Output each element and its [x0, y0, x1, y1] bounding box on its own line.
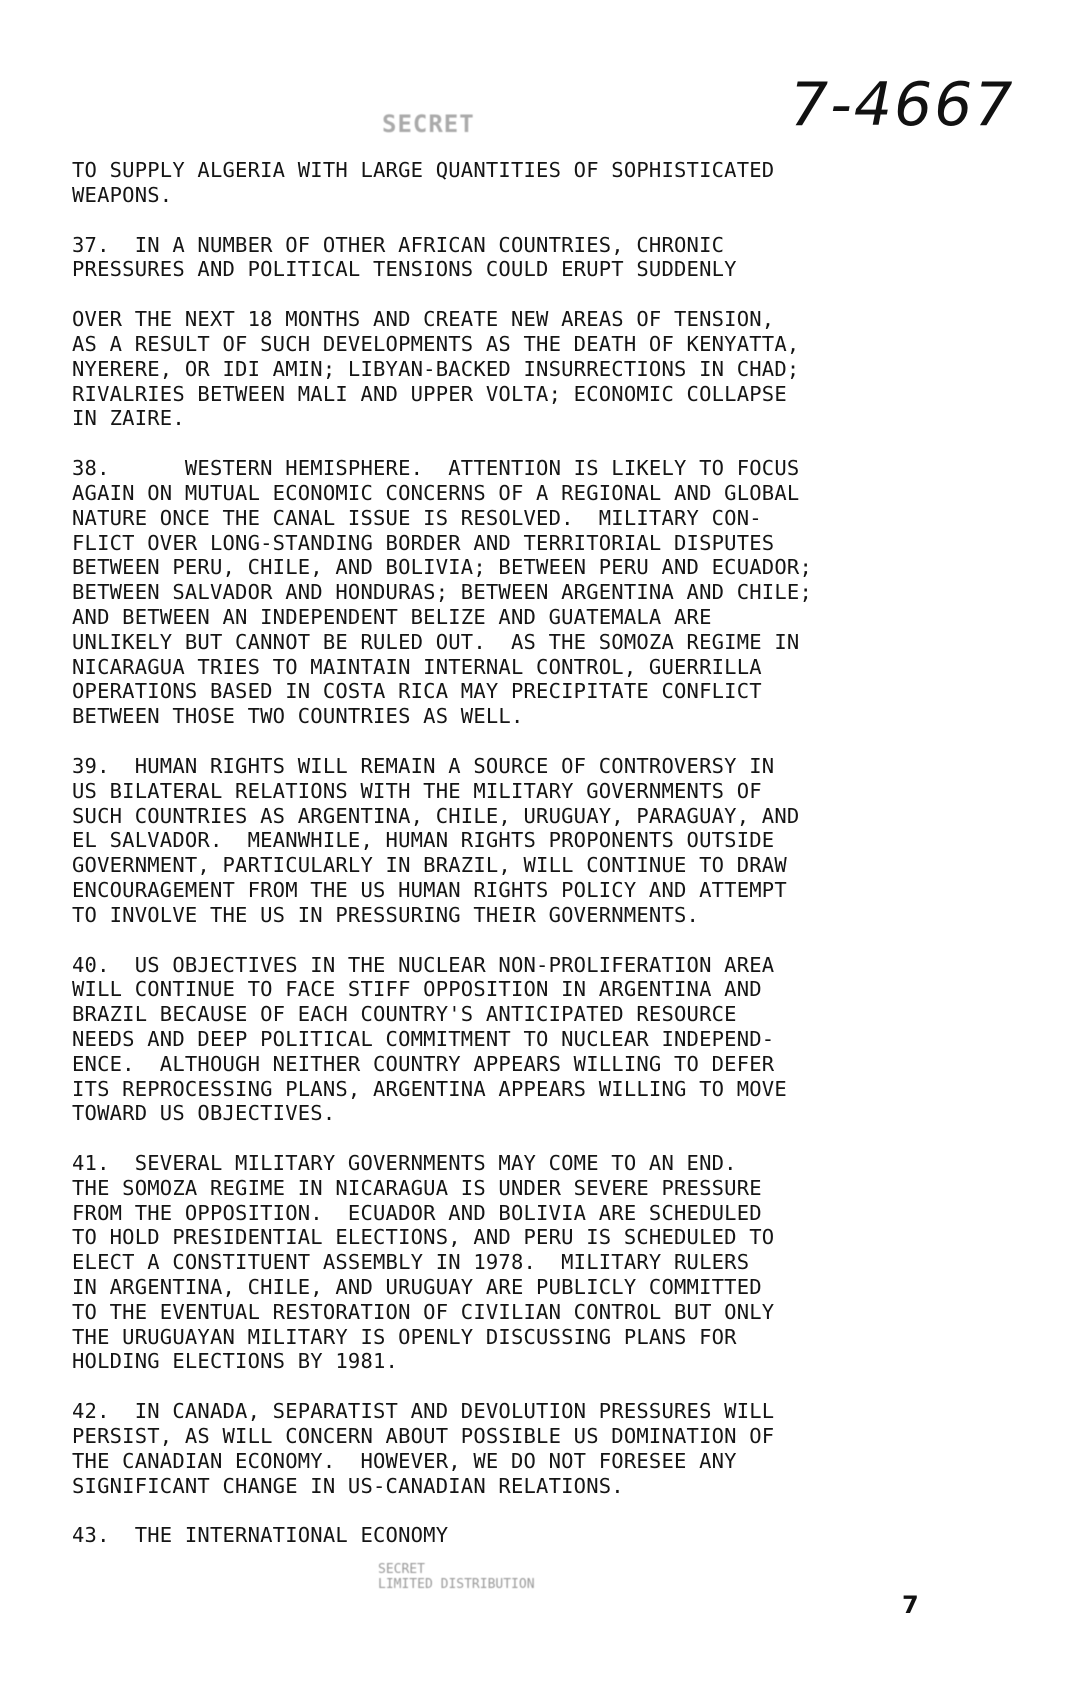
stamp-line: LIMITED DISTRIBUTION: [378, 1577, 535, 1592]
text-line: OVER THE NEXT 18 MONTHS AND CREATE NEW AREAS OF TENSION,: [72, 307, 775, 332]
text-line: 42. IN CANADA, SEPARATIST AND DEVOLUTION PRESSURES WILL: [72, 1399, 775, 1424]
paragraph: [72, 754, 972, 928]
text-line: WILL CONTINUE TO FACE STIFF OPPOSITION IN ARGENTINA AND: [72, 977, 762, 1002]
text-line: BETWEEN SALVADOR AND HONDURAS; BETWEEN ARGENTINA AND CHILE;: [72, 580, 812, 605]
text-line: UNLIKELY BUT CANNOT BE RULED OUT. AS THE SOMOZA REGIME IN: [72, 629, 800, 654]
paragraph: [72, 1151, 972, 1374]
paragraph: [72, 953, 972, 1127]
text-line: TO HOLD PRESIDENTIAL ELECTIONS, AND PERU IS SCHEDULED TO: [72, 1225, 775, 1250]
text-line: US BILATERAL RELATIONS WITH THE MILITARY GOVERNMENTS OF: [72, 778, 762, 803]
text-line: NICARAGUA TRIES TO MAINTAIN INTERNAL CONTROL, GUERRILLA: [72, 654, 762, 679]
text-line: AND BETWEEN AN INDEPENDENT BELIZE AND GUATEMALA ARE: [72, 604, 712, 629]
handwritten-document-number: 7-4667: [790, 70, 1015, 140]
text-line: PERSIST, AS WILL CONCERN ABOUT POSSIBLE US DOMINATION OF: [72, 1424, 775, 1449]
text-line: 43. THE INTERNATIONAL ECONOMY: [72, 1523, 449, 1548]
text-line: ENCOURAGEMENT FROM THE US HUMAN RIGHTS POLICY AND ATTEMPT: [72, 877, 787, 902]
text-line: EL SALVADOR. MEANWHILE, HUMAN RIGHTS PROPONENTS OUTSIDE: [72, 828, 775, 853]
text-line: PRESSURES AND POLITICAL TENSIONS COULD ERUPT SUDDENLY: [72, 257, 737, 282]
text-line: NYERERE, OR IDI AMIN; LIBYAN-BACKED INSURRECTIONS IN CHAD;: [72, 356, 800, 381]
text-line: SIGNIFICANT CHANGE IN US-CANADIAN RELATIONS.: [72, 1473, 624, 1498]
text-line: AS A RESULT OF SUCH DEVELOPMENTS AS THE DEATH OF KENYATTA,: [72, 331, 800, 356]
text-line: GOVERNMENT, PARTICULARLY IN BRAZIL, WILL CONTINUE TO DRAW: [72, 853, 787, 878]
text-line: THE SOMOZA REGIME IN NICARAGUA IS UNDER SEVERE PRESSURE: [72, 1175, 762, 1200]
paragraph: [72, 1399, 972, 1498]
text-line: WEAPONS.: [72, 182, 173, 207]
text-line: 40. US OBJECTIVES IN THE NUCLEAR NON-PROLIFERATION AREA: [72, 952, 775, 977]
text-line: FROM THE OPPOSITION. ECUADOR AND BOLIVIA ARE SCHEDULED: [72, 1200, 762, 1225]
text-line: NATURE ONCE THE CANAL ISSUE IS RESOLVED. MILITARY CON-: [72, 505, 762, 530]
paragraph: [72, 456, 972, 729]
stamp-line: SECRET: [378, 1562, 425, 1577]
text-line: ELECT A CONSTITUENT ASSEMBLY IN 1978. MILITARY RULERS: [72, 1250, 750, 1275]
text-line: FLICT OVER LONG-STANDING BORDER AND TERRITORIAL DISPUTES: [72, 530, 775, 555]
page-number: 7: [902, 1591, 919, 1619]
text-line: 41. SEVERAL MILITARY GOVERNMENTS MAY COME TO AN END.: [72, 1151, 737, 1176]
document-body: [72, 158, 972, 1573]
text-line: IN ARGENTINA, CHILE, AND URUGUAY ARE PUBLICLY COMMITTED: [72, 1275, 762, 1300]
text-line: BETWEEN THOSE TWO COUNTRIES AS WELL.: [72, 704, 524, 729]
text-line: SUCH COUNTRIES AS ARGENTINA, CHILE, URUGUAY, PARAGUAY, AND: [72, 803, 800, 828]
paragraph: [72, 233, 972, 283]
text-line: TO SUPPLY ALGERIA WITH LARGE QUANTITIES OF SOPHISTICATED: [72, 158, 775, 182]
classification-stamp-bottom: [378, 1562, 578, 1592]
text-line: ENCE. ALTHOUGH NEITHER COUNTRY APPEARS WILLING TO DEFER: [72, 1051, 775, 1076]
text-line: RIVALRIES BETWEEN MALI AND UPPER VOLTA; ECONOMIC COLLAPSE: [72, 381, 787, 406]
text-line: 37. IN A NUMBER OF OTHER AFRICAN COUNTRIES, CHRONIC: [72, 232, 725, 257]
text-line: NEEDS AND DEEP POLITICAL COMMITMENT TO NUCLEAR INDEPEND-: [72, 1026, 775, 1051]
text-line: TOWARD US OBJECTIVES.: [72, 1101, 336, 1126]
classification-stamp-top: SECRET: [382, 110, 475, 138]
paragraph: [72, 1523, 972, 1548]
text-line: AGAIN ON MUTUAL ECONOMIC CONCERNS OF A REGIONAL AND GLOBAL: [72, 480, 800, 505]
text-line: IN ZAIRE.: [72, 406, 185, 431]
paragraph: [72, 307, 972, 431]
text-line: THE URUGUAYAN MILITARY IS OPENLY DISCUSSING PLANS FOR: [72, 1324, 737, 1349]
paragraph: [72, 158, 972, 208]
text-line: HOLDING ELECTIONS BY 1981.: [72, 1349, 399, 1374]
text-line: TO THE EVENTUAL RESTORATION OF CIVILIAN CONTROL BUT ONLY: [72, 1299, 775, 1324]
text-line: ITS REPROCESSING PLANS, ARGENTINA APPEARS WILLING TO MOVE: [72, 1076, 787, 1101]
text-line: THE CANADIAN ECONOMY. HOWEVER, WE DO NOT FORESEE ANY: [72, 1448, 737, 1473]
text-line: BETWEEN PERU, CHILE, AND BOLIVIA; BETWEEN PERU AND ECUADOR;: [72, 555, 812, 580]
text-line: TO INVOLVE THE US IN PRESSURING THEIR GOVERNMENTS.: [72, 902, 700, 927]
text-line: BRAZIL BECAUSE OF EACH COUNTRY'S ANTICIPATED RESOURCE: [72, 1002, 737, 1027]
text-line: OPERATIONS BASED IN COSTA RICA MAY PRECIPITATE CONFLICT: [72, 679, 762, 704]
text-line: 39. HUMAN RIGHTS WILL REMAIN A SOURCE OF CONTROVERSY IN: [72, 753, 775, 778]
text-line: 38. WESTERN HEMISPHERE. ATTENTION IS LIKELY TO FOCUS: [72, 456, 800, 481]
